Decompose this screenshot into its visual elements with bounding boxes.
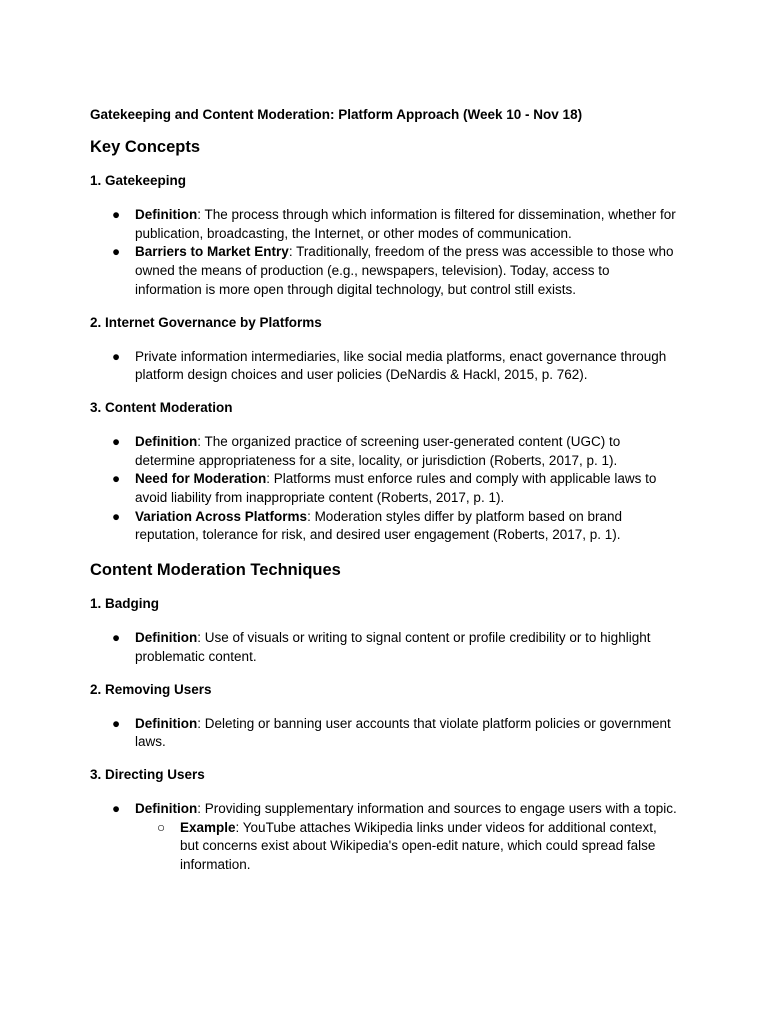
bullet-list: [90, 629, 678, 666]
term-label: Barriers to Market Entry: [135, 244, 289, 260]
bullet-list: [90, 800, 678, 875]
subsection-heading-internet-governance: 2. Internet Governance by Platforms: [90, 314, 322, 330]
item-text: : Use of visuals or writing to signal content or profile credibility or to highlight problematic content.: [135, 630, 651, 664]
bullet-icon: ●: [112, 207, 121, 222]
list-item: [90, 348, 678, 385]
list-item: [90, 629, 678, 666]
item-text: : YouTube attaches Wikipedia links under videos for additional context, but concerns exist about Wikipedia's open-edit nature, which could spread false information.: [180, 819, 657, 873]
sub-list-item: [135, 819, 678, 875]
term-label: Example: [180, 819, 236, 835]
bullet-list: [90, 348, 678, 385]
bullet-icon: ●: [112, 800, 121, 816]
bullet-icon: ●: [112, 508, 121, 524]
bullet-icon: ●: [112, 471, 121, 487]
bullet-icon: ●: [112, 348, 121, 364]
bullet-icon: ●: [112, 244, 121, 260]
bullet-list: [90, 206, 678, 300]
bullet-list: [90, 433, 678, 545]
list-item: [90, 243, 678, 299]
item-text: : Moderation styles differ by platform based on brand reputation, tolerance for risk, and desired user engagement (Roberts, 2017, p. 1).: [135, 508, 622, 543]
term-label: Definition: [135, 800, 198, 816]
bullet-list: [90, 715, 678, 752]
term-label: Definition: [135, 207, 198, 222]
subsection-heading-directing-users: 3. Directing Users: [90, 766, 205, 782]
bullet-icon: ●: [112, 715, 121, 731]
bullet-icon: ●: [112, 630, 121, 646]
item-text: Private information intermediaries, like social media platforms, enact governance through platform design choices and user policies (DeNardis & Hackl, 2015, p. 762).: [135, 348, 667, 383]
document-title: Gatekeeping and Content Moderation: Platform Approach (Week 10 - Nov 18): [90, 107, 583, 122]
section-heading-content-moderation-techniques: Content Moderation Techniques: [90, 561, 341, 580]
list-item: [90, 715, 678, 752]
item-text: : The process through which information is filtered for dissemination, whether for publication, broadcasting, the Internet, or other modes of communication.: [135, 207, 676, 241]
section-heading-key-concepts: Key Concepts: [90, 138, 201, 156]
list-item: [90, 433, 678, 470]
list-item: [90, 800, 678, 875]
term-label: Definition: [135, 715, 198, 731]
list-item: [90, 508, 678, 545]
item-text: : Platforms must enforce rules and comply with applicable laws to avoid liability from inappropriate content (Roberts, 2017, p. 1).: [135, 471, 657, 506]
bullet-icon: ●: [112, 433, 121, 449]
item-text: : Providing supplementary information and sources to engage users with a topic.: [197, 800, 677, 816]
term-label: Definition: [135, 433, 198, 449]
hollow-bullet-icon: ○: [157, 819, 166, 835]
list-item: [90, 470, 678, 507]
subsection-heading-gatekeeping: 1. Gatekeeping: [90, 173, 187, 188]
item-text: : Traditionally, freedom of the press was accessible to those who owned the means of production (e.g., newspapers, television). Today, access to information is more open through digital technology, but control still exists.: [135, 244, 674, 297]
item-text: : The organized practice of screening user-generated content (UGC) to determine appropriateness for a site, locality, or jurisdiction (Roberts, 2017, p. 1).: [135, 433, 621, 468]
term-label: Need for Moderation: [135, 471, 267, 487]
subsection-heading-content-moderation: 3. Content Moderation: [90, 399, 233, 415]
list-item: [90, 206, 678, 243]
item-text: : Deleting or banning user accounts that violate platform policies or government laws.: [135, 715, 671, 750]
subsection-heading-removing-users: 2. Removing Users: [90, 681, 212, 697]
term-label: Variation Across Platforms: [135, 508, 308, 524]
sub-list: [135, 819, 678, 875]
term-label: Definition: [135, 630, 198, 646]
subsection-heading-badging: 1. Badging: [90, 596, 160, 612]
